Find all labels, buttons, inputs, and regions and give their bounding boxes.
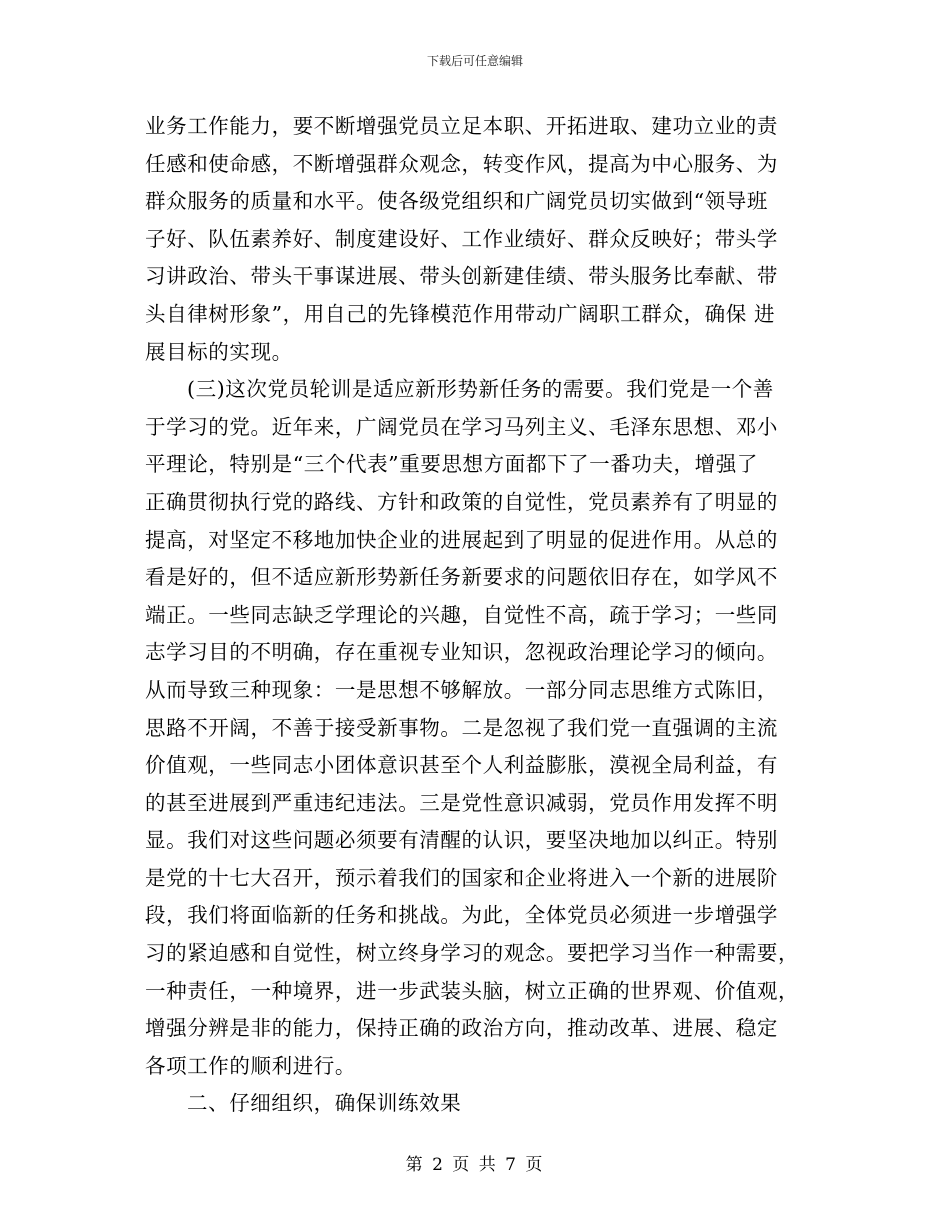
text-line: 头自律树形象”，用自己的先锋模范作用带动广阔职工群众，确保 进 [145, 301, 776, 326]
text-line: 价值观，一些同志小团体意识甚至个人利益膨胀，漠视全局利益，有 [145, 753, 778, 778]
text-line: 平理论，特别是“三个代表”重要思想方面都下了一番功夫，增强了 [145, 452, 758, 477]
text-line: 看是好的，但不适应新形势新任务新要求的问题依旧存在，如学风不 [145, 565, 778, 590]
page-header: 下载后可任意编辑 [426, 54, 523, 68]
text-line: 群众服务的质量和水平。使各级党组织和广阔党员切实做到“领导班 [145, 189, 768, 214]
text-line: 子好、队伍素养好、制度建设好、工作业绩好、群众反映好；带头学 [145, 226, 778, 251]
page-number-footer: 第 2 页 共 7 页 [405, 1155, 545, 1175]
text-line: 志学习目的不明确，存在重视专业知识，忽视政治理论学习的倾向。 [145, 640, 778, 665]
text-line: 习的紧迫感和自觉性，树立终身学习的观念。要把学习当作一种需要， [145, 941, 800, 966]
text-line: 任感和使命感，不断增强群众观念，转变作风，提高为中心服务、为 [145, 151, 778, 176]
text-line: 增强分辨是非的能力，保持正确的政治方向，推动改革、进展、稳定 [145, 1016, 778, 1041]
document-body [145, 108, 810, 1123]
text-line: 段，我们将面临新的任务和挑战。为此，全体党员必须进一步增强学 [145, 903, 778, 928]
text-line: 习讲政治、带头干事谋进展、带头创新建佳绩、带头服务比奉献、带 [145, 264, 778, 289]
text-line: 展目标的实现。 [145, 339, 293, 364]
text-line: 是党的十七大召开，预示着我们的国家和企业将进入一个新的进展阶 [145, 865, 778, 890]
text-line: 从而导致三种现象：一是思想不够解放。一部分同志思维方式陈旧， [145, 677, 778, 702]
text-line: 各项工作的顺利进行。 [145, 1053, 356, 1078]
text-line: 的甚至进展到严重违纪违法。三是党性意识减弱，党员作用发挥不明 [145, 790, 778, 815]
text-line: 业务工作能力，要不断增强党员立足本职、开拓进取、建功立业的责 [145, 114, 778, 138]
text-line: 于学习的党。近年来，广阔党员在学习马列主义、毛泽东思想、邓小 [145, 414, 778, 439]
text-line: 正确贯彻执行党的路线、方针和政策的自觉性，党员素养有了明显的 [145, 489, 778, 514]
text-line: 端正。一些同志缺乏学理论的兴趣，自觉性不高，疏于学习；一些同 [145, 602, 778, 627]
section-heading: 二、仔细组织，确保训练效果 [187, 1091, 462, 1116]
paragraph-start-line: (三)这次党员轮训是适应新形势新任务的需要。我们党是一个善 [187, 377, 774, 402]
text-line: 思路不开阔，不善于接受新事物。二是忽视了我们党一直强调的主流 [145, 715, 778, 740]
text-line: 显。我们对这些问题必须要有清醒的认识，要坚决地加以纠正。特别 [145, 828, 778, 853]
text-line: 一种责任，一种境界，进一步武装头脑，树立正确的世界观、价值观， [145, 978, 800, 1003]
text-line: 提高，对坚定不移地加快企业的进展起到了明显的促进作用。从总的 [145, 527, 778, 552]
